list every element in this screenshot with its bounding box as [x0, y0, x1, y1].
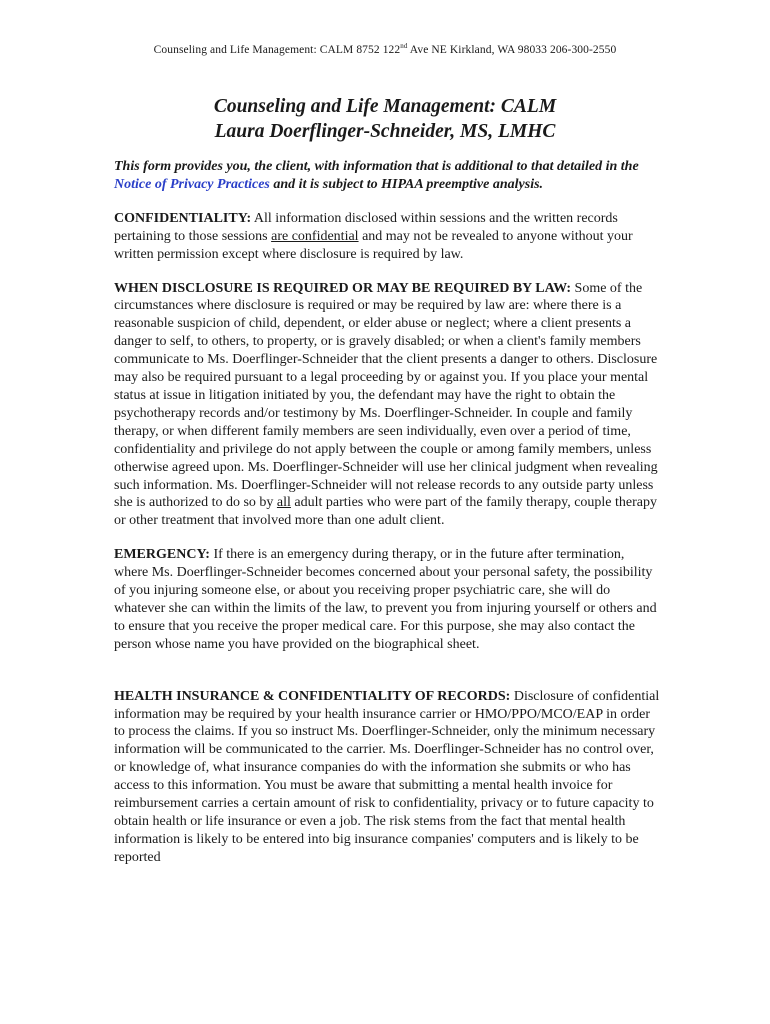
disclosure-text-1: Some of the circumstances where disclosure is required or may be required by law are: where there is a reasonable suspicion of child, dependent, or elder abuse or neglect; where a client presents a danger to self, to others, to property, or is gravely disabled; or when a client's family members communicate to Ms. Doerflinger-Schneider that the client presents a danger to others. Disclosure may also be required pursuant to a legal proceeding by or against you. If you place your mental status at issue in litigation initiated by you, the defendant may have the right to obtain the psychotherapy records and/or testimony by Ms. Doerflinger-Schneider. In couple and family therapy, or when different family members are seen individually, even over a period of time, confidentiality and privilege do not apply between the couple or among family members, unless otherwise agreed upon. Ms. Doerflinger-Schneider will use her clinical judgment when revealing such information. Ms. Doerflinger-Schneider will not release records to any outside party unless she is authorized to do so by — [114, 280, 658, 511]
intro-text-1: This form provides you, the client, with information that is additional to that detailed in the — [114, 159, 639, 174]
confidentiality-heading: CONFIDENTIALITY: — [114, 210, 252, 226]
header-prefix: Counseling and Life Management: CALM 8752 122 — [153, 44, 401, 56]
confidentiality-section — [114, 210, 660, 264]
health-insurance-text: Disclosure of confidential information may be required by your health insurance carrier or HMO/PPO/MCO/EAP in order to process the claims. If you so instruct Ms. Doerflinger-Schneider, only the minimum necessary information will be communicated to the carrier. Ms. Doerflinger-Schneider has no control over, or knowledge of, what insurance companies do with the information she submits or who has access to this information. You must be aware that submitting a mental health invoice for reimbursement carries a certain amount of risk to confidentiality, privacy or to future capacity to obtain health or life insurance or even a job. The risk stems from the fact that mental health information is likely to be entered into big insurance companies' computers and is likely to be reported — [114, 688, 660, 865]
disclosure-text-2: adult parties who were part of the family therapy, couple therapy or other treatment that involved more than one adult client. — [114, 495, 657, 529]
header-suffix: Ave NE Kirkland, WA 98033 206-300-2550 — [407, 44, 617, 56]
confidentiality-text-1: All information disclosed within sessions and the written records pertaining to those sessions — [114, 210, 618, 244]
privacy-practices-link[interactable]: Notice of Privacy Practices — [114, 176, 270, 192]
confidentiality-text-2: and may not be revealed to anyone without your written permission except where disclosure is required by law. — [114, 228, 633, 262]
title-line-2: Laura Doerflinger-Schneider, MS, LMHC — [214, 121, 556, 142]
disclosure-section — [114, 280, 660, 531]
title-line-1: Counseling and Life Management: CALM — [213, 96, 557, 117]
disclosure-heading: WHEN DISCLOSURE IS REQUIRED OR MAY BE REQUIRED BY LAW: — [114, 280, 572, 296]
document-title — [0, 94, 770, 144]
header-ordinal: nd — [400, 42, 408, 51]
intro-text-2: and it is subject to HIPAA preemptive analysis. — [269, 176, 544, 192]
emergency-section — [114, 546, 660, 653]
emergency-heading: EMERGENCY: — [114, 547, 210, 563]
emergency-text: If there is an emergency during therapy, or in the future after termination, where Ms. Doerflinger-Schneider becomes concerned about your personal safety, the possibility of you injuring someone else, or about you receiving proper psychiatric care, she will do whatever she can within the limits of the law, to prevent you from injuring yourself or others and to ensure that you receive the proper medical care. For this purpose, she may also contact the person whose name you have provided on the biographical sheet. — [114, 547, 657, 652]
confidentiality-underlined: are confidential — [271, 228, 359, 244]
disclosure-underlined: all — [276, 495, 291, 511]
page-header — [0, 44, 770, 56]
intro-paragraph — [114, 158, 660, 194]
health-insurance-section — [114, 688, 660, 867]
health-insurance-heading: HEALTH INSURANCE & CONFIDENTIALITY OF RECORDS: — [114, 688, 511, 704]
document-body — [114, 158, 660, 883]
